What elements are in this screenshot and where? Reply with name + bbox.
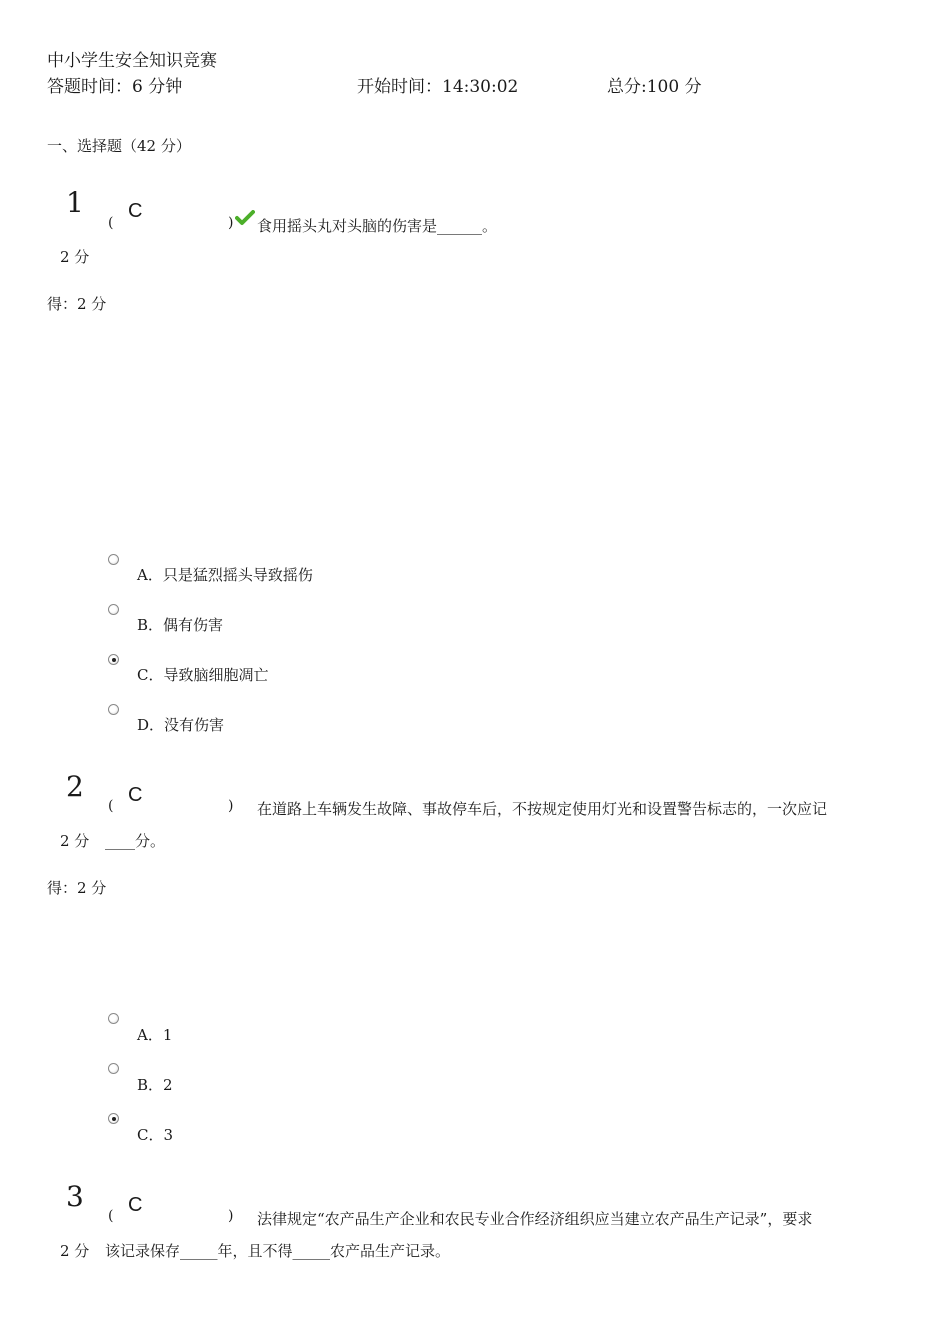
option-label: C．导致脑细胞凋亡	[137, 666, 269, 684]
question-score: 得：2 分	[47, 879, 107, 897]
start-time: 开始时间：14:30:02	[357, 77, 519, 97]
question-text: 食用摇头丸对头脑的伤害是______。	[257, 217, 498, 235]
option-radio-c[interactable]	[108, 1113, 119, 1124]
option-label: C．3	[137, 1126, 174, 1144]
section-title: 一、选择题（42 分）	[47, 137, 191, 155]
answer-value: C	[128, 200, 143, 222]
question-number: 3	[66, 1180, 84, 1213]
option-radio-d[interactable]	[108, 704, 119, 715]
question-text-continued: 该记录保存_____年，且不得_____农产品生产记录。	[105, 1242, 451, 1260]
option-label: A．1	[137, 1026, 173, 1044]
paren-open: (	[108, 798, 114, 814]
page-title: 中小学生安全知识竞赛	[47, 51, 217, 71]
option-radio-b[interactable]	[108, 1063, 119, 1074]
option-label: B．偶有伤害	[137, 616, 224, 634]
option-label: B．2	[137, 1076, 173, 1094]
question-points: 2 分	[60, 1242, 90, 1260]
total-score: 总分:100 分	[607, 77, 702, 97]
question-points: 2 分	[60, 832, 90, 850]
paren-close: )	[228, 1208, 234, 1224]
answer-value: C	[128, 1194, 143, 1216]
option-radio-a[interactable]	[108, 554, 119, 565]
answer-value: C	[128, 784, 143, 806]
option-radio-b[interactable]	[108, 604, 119, 615]
question-text-continued: ____分。	[105, 832, 166, 850]
answer-time: 答题时间：6 分钟	[47, 77, 183, 97]
paren-close: )	[228, 215, 234, 231]
option-radio-a[interactable]	[108, 1013, 119, 1024]
paren-open: (	[108, 1208, 114, 1224]
question-text: 在道路上车辆发生故障、事故停车后，不按规定使用灯光和设置警告标志的，一次应记	[257, 800, 828, 818]
paren-close: )	[228, 798, 234, 814]
question-score: 得：2 分	[47, 295, 107, 313]
option-label: D．没有伤害	[137, 716, 225, 734]
question-number: 1	[66, 186, 84, 219]
check-icon	[235, 210, 255, 226]
option-label: A．只是猛烈摇头导致摇伤	[137, 566, 313, 584]
question-number: 2	[66, 770, 84, 803]
question-points: 2 分	[60, 248, 90, 266]
question-text: 法律规定“农产品生产企业和农民专业合作经济组织应当建立农产品生产记录”，要求	[257, 1210, 813, 1228]
option-radio-c[interactable]	[108, 654, 119, 665]
paren-open: (	[108, 215, 114, 231]
